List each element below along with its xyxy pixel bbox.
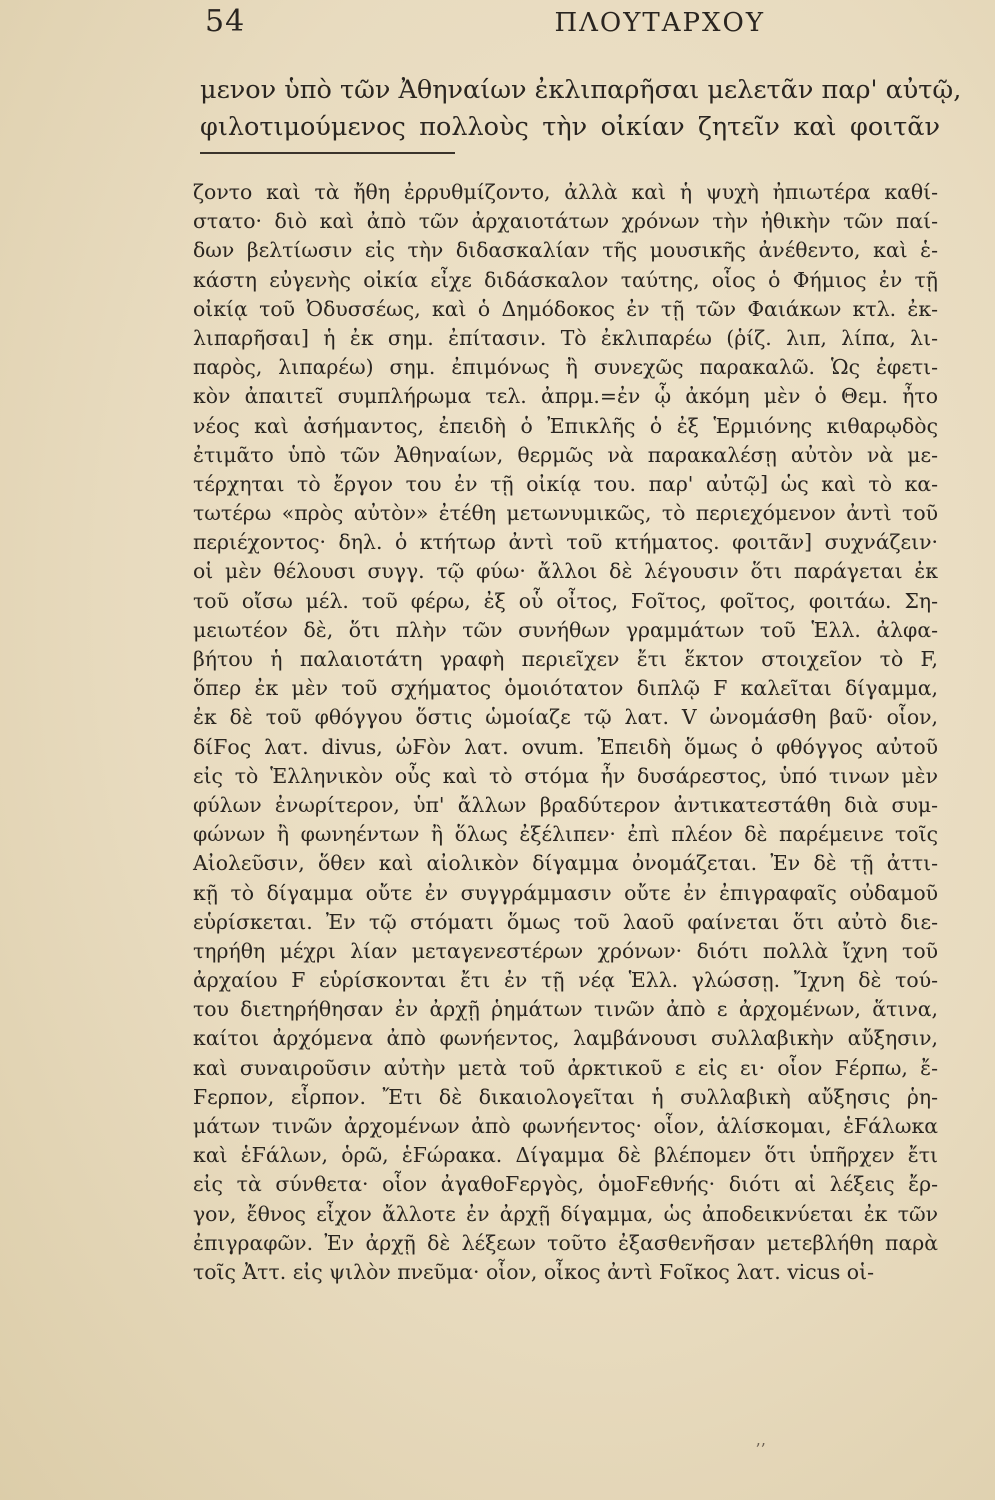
note-line: φύλων ἐνωρίτερον, ὑπ' ἄλλων βραδύτερον ἀντικατεστάθη διὰ συμ- <box>193 792 938 817</box>
note-line: τοῦ οἴσω μέλ. τοῦ φέρω, ἐξ οὗ οἶτος, Ϝοῖτος, φοῖτος, φοιτάω. Ση- <box>193 588 938 613</box>
note-line: ἐπιγραφῶν. Ἐν ἀρχῇ δὲ λέξεων τοῦτο ἐξασθενῆσαν μετεβλήθη παρὰ <box>193 1230 938 1255</box>
note-line: βήτου ἡ παλαιοτάτη γραφὴ περιεῖχεν ἔτι ἕκτον στοιχεῖον τὸ F, <box>193 647 938 671</box>
note-line: στατο· διὸ καὶ ἀπὸ τῶν ἀρχαιοτάτων χρόνων τὴν ἠθικὴν τῶν παί- <box>193 209 938 234</box>
commentary-notes <box>193 178 938 1287</box>
note-line: Αἰολεῦσιν, ὅθεν καὶ αἰολικὸν δίγαμμα ὀνομάζεται. Ἐν δὲ τῇ ἀττι- <box>193 851 938 876</box>
note-line: περιέχοντος· δηλ. ὁ κτήτωρ ἀντὶ τοῦ κτήματος. φοιτᾶν] συχνάζειν· <box>193 530 938 555</box>
note-line: ὅπερ ἐκ μὲν τοῦ σχήματος ὁμοιότατον διπλῷ F καλεῖται δίγαμμα, <box>193 676 938 701</box>
note-line: ἐτιμᾶτο ὑπὸ τῶν Ἀθηναίων, θερμῶς νὰ παρακαλέσῃ αὐτὸν νὰ με- <box>193 442 938 467</box>
note-line: εὑρίσκεται. Ἐν τῷ στόματι ὅμως τοῦ λαοῦ φαίνεται ὅτι αὐτὸ διε- <box>193 909 938 934</box>
note-line: κὸν ἀπαιτεῖ συμπλήρωμα τελ. ἀπρμ.=ἐν ᾧ ἀκόμη μὲν ὁ Θεμ. ἦτο <box>193 384 938 409</box>
note-line: ἐκ δὲ τοῦ φθόγγου ὅστις ὡμοίαζε τῷ λατ. V ὠνομάσθη βαῦ· οἷον, <box>193 705 938 730</box>
note-line: οἰκίᾳ τοῦ Ὀδυσσέως, καὶ ὁ Δημόδοκος ἐν τῇ τῶν Φαιάκων κτλ. ἐκ- <box>193 296 938 321</box>
note-line: γον, ἔθνος εἶχον ἄλλοτε ἐν ἀρχῇ δίγαμμα, ὡς ἀποδεικνύεται ἐκ τῶν <box>193 1201 938 1226</box>
note-line: τηρήθη μέχρι λίαν μεταγενεστέρων χρόνων· διότι πολλὰ ἴχνη τοῦ <box>193 938 938 963</box>
note-line: καὶ συναιροῦσιν αὐτὴν μετὰ τοῦ ἀρκτικοῦ ε εἰς ει· οἷον Ϝέρπω, ἔ- <box>193 1055 938 1080</box>
note-line: τοῖς Ἀττ. εἰς ψιλὸν πνεῦμα· οἷον, οἶκος ἀντὶ Ϝοῖκος λατ. vicus οἱ- <box>193 1259 874 1284</box>
note-line: δίϜος λατ. divus, ὠϜὸν λατ. ovum. Ἐπειδὴ ὅμως ὁ φθόγγος αὐτοῦ <box>193 734 938 759</box>
note-line: καίτοι ἀρχόμενα ἀπὸ φωνήεντος, λαμβάνουσι συλλαβικὴν αὔξησιν, <box>193 1026 938 1051</box>
note-line: εἰς τὰ σύνθετα· οἷον ἀγαθοϜεργὸς, ὁμοϜεθνής· διότι αἱ λέξεις ἔρ- <box>193 1172 938 1197</box>
note-line: μάτων τινῶν ἀρχομένων ἀπὸ φωνήεντος· οἷον, ἁλίσκομαι, ἑϜάλωκα <box>193 1114 938 1138</box>
note-line: εἰς τὸ Ἑλληνικὸν οὖς καὶ τὸ στόμα ἦν δυσάρεστος, ὑπό τινων μὲν <box>193 763 938 788</box>
page-number: 54 <box>205 4 246 39</box>
note-line: ζοντο καὶ τὰ ἤθη ἐρρυθμίζοντο, ἀλλὰ καὶ ἡ ψυχὴ ἠπιωτέρα καθί- <box>193 180 938 204</box>
text-line: μενον ὑπὸ τῶν Ἀθηναίων ἐκλιπαρῆσαι μελετᾶν παρ' αὐτῷ, <box>200 75 962 105</box>
running-title: ΠΛΟΥΤΑΡΧΟΥ <box>554 8 765 38</box>
page-header <box>205 4 935 48</box>
note-line: παρὸς, λιπαρέω) σημ. ἐπιμόνως ἢ συνεχῶς παρακαλῶ. Ὡς ἐφετι- <box>193 355 938 380</box>
note-line: καὶ ἑϜάλων, ὁρῶ, ἑϜώρακα. Δίγαμμα δὲ βλέπομεν ὅτι ὑπῆρχεν ἔτι <box>193 1143 938 1168</box>
note-line: οἱ μὲν θέλουσι συγγ. τῷ φύω· ἄλλοι δὲ λέγουσιν ὅτι παράγεται ἐκ <box>193 559 938 584</box>
note-line: ἀρχαίου F εὑρίσκονται ἔτι ἐν τῇ νέᾳ Ἑλλ. γλώσσῃ. Ἴχνη δὲ τού- <box>193 968 938 993</box>
note-line: δων βελτίωσιν εἰς τὴν διδασκαλίαν τῆς μουσικῆς ἀνέθεντο, καὶ ἑ- <box>193 238 938 263</box>
note-line: κῇ τὸ δίγαμμα οὔτε ἐν συγγράμμασιν οὔτε ἐν ἐπιγραφαῖς οὐδαμοῦ <box>193 880 938 905</box>
note-line: του διετηρήθησαν ἐν ἀρχῇ ῥημάτων τινῶν ἀπὸ ε ἀρχομένων, ἅτινα, <box>193 997 938 1022</box>
note-line: τέρχηται τὸ ἔργον του ἐν τῇ οἰκίᾳ του. παρ' αὐτῷ] ὡς καὶ τὸ κα- <box>193 471 938 496</box>
main-text <box>200 72 962 146</box>
footer-mark: ʼʼ <box>755 1440 766 1459</box>
note-line: Ϝερπον, εἷρπον. Ἔτι δὲ δικαιολογεῖται ἡ συλλαβικὴ αὔξησις ῥη- <box>193 1084 938 1109</box>
footnote-separator <box>200 152 455 154</box>
note-line: φώνων ἢ φωνηέντων ἢ ὅλως ἐξέλιπεν· ἐπὶ πλέον δὲ παρέμεινε τοῖς <box>193 822 938 847</box>
note-line: νέος καὶ ἀσήμαντος, ἐπειδὴ ὁ Ἐπικλῆς ὁ ἐξ Ἑρμιόνης κιθαρῳδὸς <box>193 413 938 438</box>
text-line: φιλοτιμούμενος πολλοὺς τὴν οἰκίαν ζητεῖν καὶ φοιτᾶν <box>200 112 940 142</box>
note-line: λιπαρῆσαι] ἡ ἐκ σημ. ἐπίτασιν. Τὸ ἐκλιπαρέω (ῥίζ. λιπ, λίπα, λι- <box>193 325 938 350</box>
note-line: τωτέρω «πρὸς αὐτὸν» ἐτέθη μετωνυμικῶς, τὸ περιεχόμενον ἀντὶ τοῦ <box>193 501 938 526</box>
note-line: μειωτέον δὲ, ὅτι πλὴν τῶν συνήθων γραμμάτων τοῦ Ἑλλ. ἀλφα- <box>193 617 938 642</box>
note-line: κάστη εὐγενὴς οἰκία εἶχε διδάσκαλον ταύτης, οἷος ὁ Φήμιος ἐν τῇ <box>193 267 938 292</box>
